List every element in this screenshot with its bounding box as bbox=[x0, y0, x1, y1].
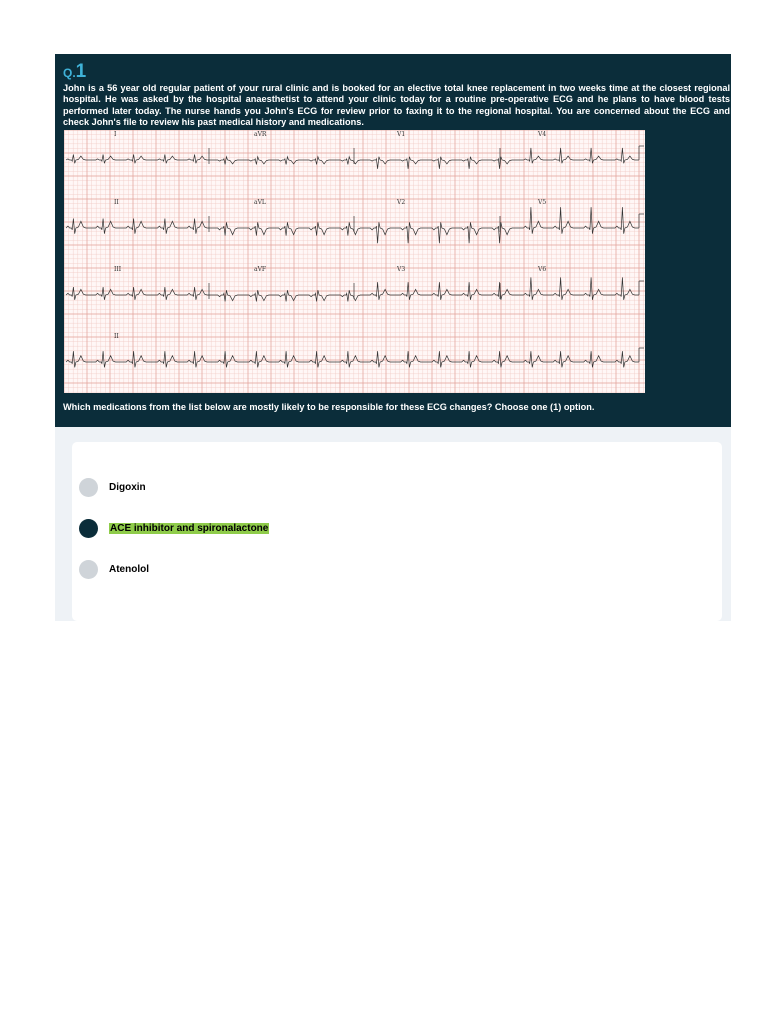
ecg-lead-label: V1 bbox=[397, 131, 406, 138]
radio-button-digoxin[interactable] bbox=[79, 478, 98, 497]
ecg-lead-label: V3 bbox=[397, 266, 406, 273]
ecg-grid bbox=[64, 130, 645, 393]
option-digoxin[interactable] bbox=[79, 477, 146, 497]
question-number-value: 1 bbox=[75, 61, 87, 82]
ecg-lead-label: III bbox=[114, 266, 122, 273]
ecg-lead-label: II bbox=[114, 199, 119, 206]
ecg-lead-label: aVL bbox=[254, 199, 266, 206]
question-prefix: Q. bbox=[63, 66, 76, 80]
radio-button-selected[interactable] bbox=[79, 519, 98, 538]
ecg-lead-label: aVR bbox=[254, 131, 267, 138]
ecg-lead-label: II bbox=[114, 333, 119, 340]
ecg-lead-label: I bbox=[114, 131, 117, 138]
ecg-lead-label: V6 bbox=[538, 266, 547, 273]
ecg-lead-label: aVF bbox=[254, 266, 267, 273]
option-label: Atenolol bbox=[109, 563, 149, 575]
ecg-traces bbox=[66, 146, 644, 367]
ecg-lead-label: V5 bbox=[538, 199, 547, 206]
option-label: Digoxin bbox=[109, 481, 146, 493]
options-panel bbox=[55, 427, 731, 621]
radio-button-atenolol[interactable] bbox=[79, 560, 98, 579]
option-ace-inhibitor-spironolactone[interactable] bbox=[79, 518, 269, 538]
ecg-trace-row-1 bbox=[66, 148, 639, 169]
option-atenolol[interactable] bbox=[79, 559, 149, 579]
ecg-lead-label: V2 bbox=[397, 199, 406, 206]
option-label-highlighted: ACE inhibitor and spironalactone bbox=[110, 522, 269, 534]
ecg-trace-row-4 bbox=[66, 351, 639, 367]
question-number bbox=[63, 61, 86, 83]
ecg-image bbox=[64, 130, 645, 393]
question-card bbox=[55, 54, 731, 427]
ecg-lead-label: V4 bbox=[538, 131, 547, 138]
question-stem: John is a 56 year old regular patient of your rural clinic and is booked for an elective total knee replacement in two weeks time at the closest regional hospital. He was asked by the hospital anaesthetist to attend your clinic today for a routine pre-operative ECG and he plans to have blood tests performed later today. The nurse hands you John's ECG for review prior to faxing it to the regional hospital. You are concerned about the ECG and check John's file to review his past medical history and medications. bbox=[63, 83, 730, 128]
ecg-trace-row-2 bbox=[66, 207, 639, 243]
options-card bbox=[72, 442, 722, 621]
ecg-trace-row-3 bbox=[66, 277, 639, 301]
question-prompt: Which medications from the list below are mostly likely to be responsible for these ECG changes? Choose one (1) option. bbox=[63, 402, 595, 412]
